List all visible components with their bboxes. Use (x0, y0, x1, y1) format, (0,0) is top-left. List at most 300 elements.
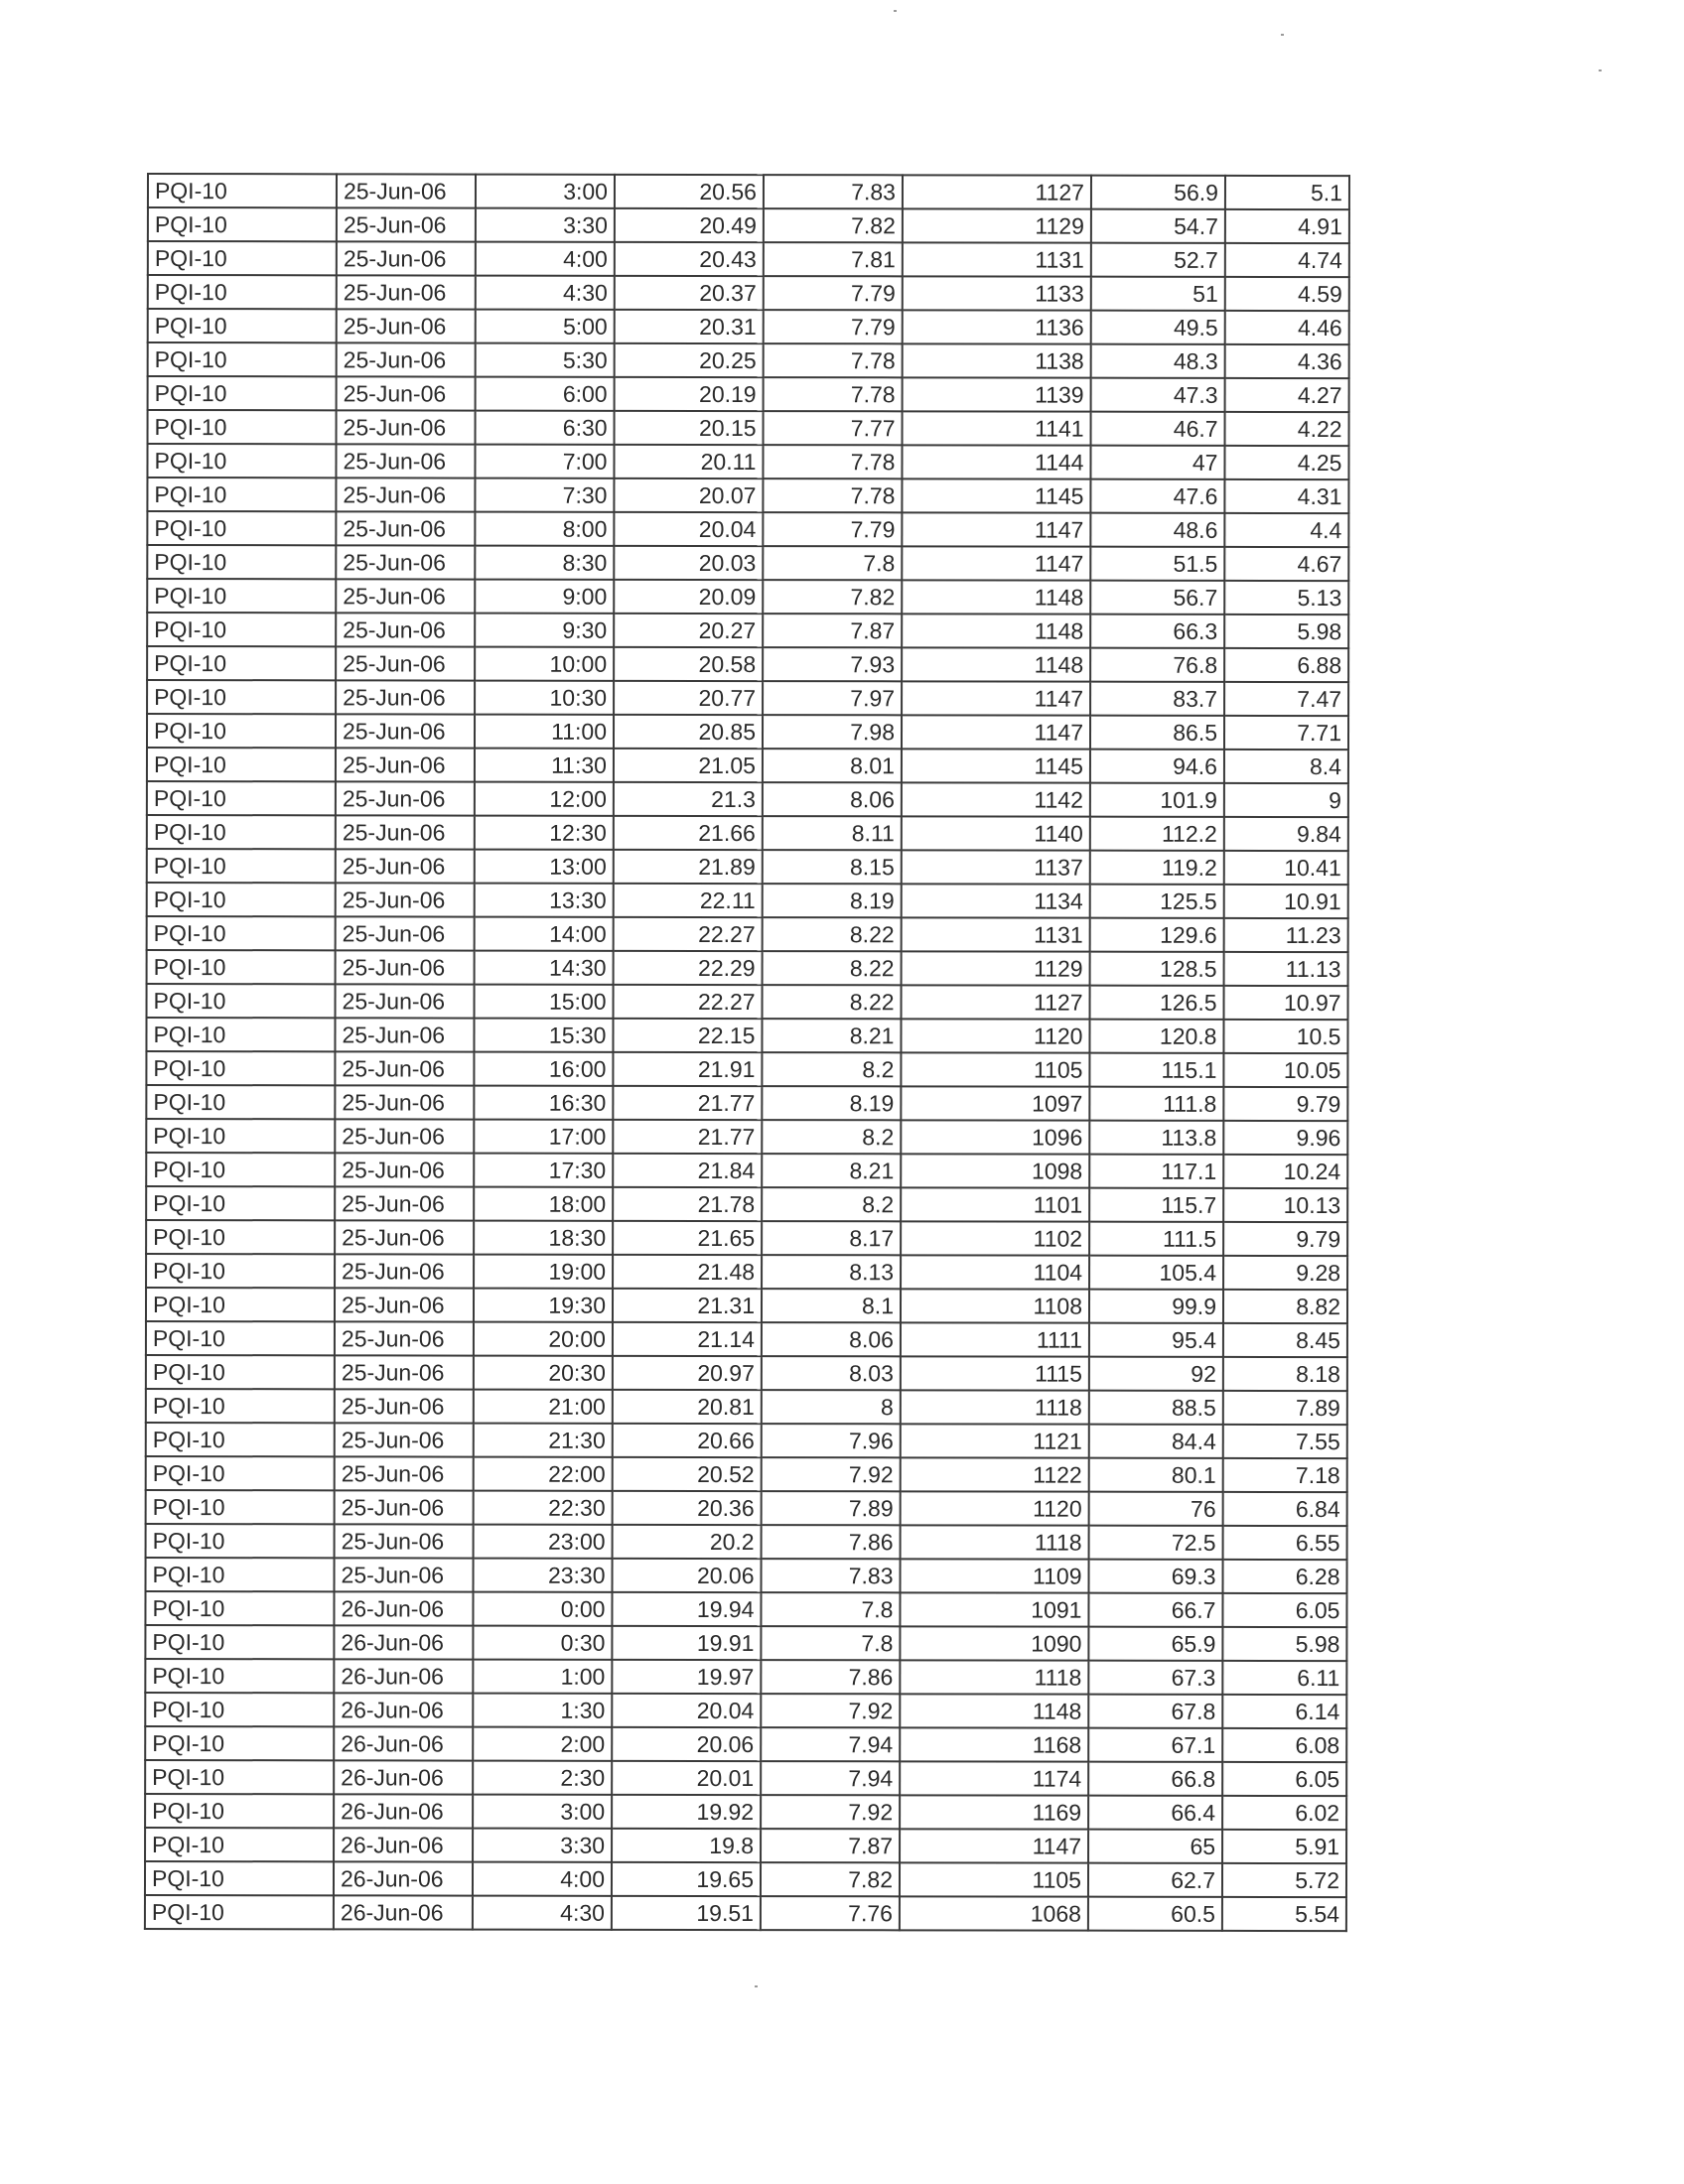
site-cell: PQI-10 (147, 680, 336, 714)
date-cell: 25-Jun-06 (337, 207, 476, 241)
value-cell: 99.9 (1089, 1290, 1223, 1323)
time-cell: 7:30 (475, 478, 614, 512)
table-row (147, 916, 1348, 952)
time-cell: 3:00 (476, 175, 615, 208)
time-cell: 1:00 (473, 1660, 612, 1694)
value-cell: 21.78 (613, 1187, 762, 1221)
value-cell: 20.49 (615, 208, 764, 242)
table-row (146, 1288, 1347, 1323)
value-cell: 7.82 (763, 580, 902, 614)
date-cell: 25-Jun-06 (335, 1389, 474, 1423)
value-cell: 1138 (903, 343, 1091, 377)
table-row (146, 1355, 1347, 1391)
time-cell: 5:30 (476, 343, 615, 377)
value-cell: 1097 (901, 1086, 1089, 1120)
date-cell: 25-Jun-06 (335, 1423, 474, 1456)
table-row (147, 613, 1348, 648)
date-cell: 25-Jun-06 (335, 1018, 474, 1051)
time-cell: 11:30 (475, 749, 614, 782)
value-cell: 126.5 (1090, 986, 1224, 1020)
time-cell: 17:00 (474, 1120, 613, 1154)
time-cell: 22:00 (474, 1457, 613, 1491)
value-cell: 120.8 (1089, 1020, 1223, 1053)
value-cell: 1098 (901, 1154, 1089, 1187)
site-cell: PQI-10 (147, 646, 336, 680)
site-cell: PQI-10 (145, 1828, 334, 1861)
table-row (146, 1558, 1347, 1593)
value-cell: 7.8 (763, 546, 902, 580)
site-cell: PQI-10 (147, 781, 336, 815)
value-cell: 7.78 (764, 343, 903, 377)
value-cell: 47.6 (1090, 479, 1224, 513)
site-cell: PQI-10 (148, 174, 337, 207)
table-row (145, 1828, 1346, 1863)
measurement-table (144, 173, 1350, 1932)
site-cell: PQI-10 (146, 1220, 335, 1254)
value-cell: 9.84 (1224, 817, 1348, 851)
value-cell: 10.97 (1224, 986, 1348, 1020)
value-cell: 9.79 (1223, 1222, 1347, 1256)
value-cell: 22.11 (614, 884, 763, 917)
value-cell: 8.45 (1223, 1323, 1347, 1357)
value-cell: 20.43 (615, 242, 764, 276)
table-row (147, 444, 1348, 479)
value-cell: 65 (1088, 1830, 1222, 1863)
value-cell: 56.9 (1091, 176, 1225, 209)
site-cell: PQI-10 (145, 1794, 334, 1828)
date-cell: 25-Jun-06 (337, 376, 476, 410)
value-cell: 1147 (900, 1829, 1088, 1862)
value-cell: 20.85 (614, 715, 763, 749)
date-cell: 25-Jun-06 (336, 478, 475, 511)
value-cell: 22.15 (613, 1019, 762, 1052)
value-cell: 21.65 (613, 1221, 762, 1255)
table-row (147, 680, 1348, 716)
value-cell: 20.97 (613, 1356, 762, 1390)
value-cell: 101.9 (1090, 783, 1224, 817)
value-cell: 1147 (902, 715, 1090, 749)
table-row (145, 1693, 1346, 1728)
value-cell: 76 (1089, 1492, 1223, 1526)
value-cell: 92 (1089, 1357, 1223, 1391)
site-cell: PQI-10 (147, 579, 336, 613)
value-cell: 119.2 (1090, 851, 1224, 885)
value-cell: 7.78 (763, 445, 902, 478)
value-cell: 113.8 (1089, 1121, 1223, 1155)
time-cell: 7:00 (475, 445, 614, 478)
data-sheet (144, 173, 1348, 1932)
value-cell: 10.05 (1223, 1053, 1347, 1087)
date-cell: 25-Jun-06 (335, 1321, 474, 1355)
site-cell: PQI-10 (145, 1726, 334, 1760)
table-row (145, 1861, 1346, 1897)
value-cell: 72.5 (1089, 1526, 1223, 1560)
value-cell: 21.66 (614, 816, 763, 850)
value-cell: 125.5 (1090, 885, 1224, 918)
value-cell: 4.46 (1225, 311, 1349, 344)
value-cell: 7.89 (762, 1491, 901, 1525)
value-cell: 21.91 (613, 1052, 762, 1086)
date-cell: 26-Jun-06 (334, 1693, 473, 1726)
value-cell: 51 (1091, 277, 1225, 311)
value-cell: 21.31 (613, 1289, 762, 1322)
table-row (146, 1051, 1347, 1087)
value-cell: 80.1 (1089, 1458, 1223, 1492)
date-cell: 26-Jun-06 (334, 1726, 473, 1760)
site-cell: PQI-10 (148, 241, 337, 275)
date-cell: 25-Jun-06 (336, 849, 475, 883)
value-cell: 65.9 (1088, 1627, 1222, 1661)
table-row (148, 410, 1349, 446)
date-cell: 25-Jun-06 (336, 646, 475, 680)
date-cell: 26-Jun-06 (334, 1828, 473, 1861)
time-cell: 9:00 (475, 580, 614, 614)
date-cell: 25-Jun-06 (336, 781, 475, 815)
value-cell: 9.28 (1223, 1256, 1347, 1290)
value-cell: 8 (762, 1390, 901, 1424)
table-row (146, 1220, 1347, 1256)
value-cell: 60.5 (1088, 1897, 1222, 1931)
site-cell: PQI-10 (146, 1558, 335, 1591)
value-cell: 20.19 (615, 377, 764, 411)
value-cell: 1133 (903, 276, 1091, 310)
table-row (145, 1591, 1346, 1627)
value-cell: 62.7 (1088, 1863, 1222, 1897)
site-cell: PQI-10 (146, 1355, 335, 1389)
site-cell: PQI-10 (145, 1625, 334, 1659)
value-cell: 7.92 (761, 1795, 900, 1829)
time-cell: 4:30 (473, 1896, 612, 1930)
value-cell: 67.1 (1088, 1728, 1222, 1762)
value-cell: 10.5 (1223, 1020, 1347, 1053)
table-row (145, 1794, 1346, 1830)
value-cell: 1111 (901, 1322, 1089, 1356)
table-row (148, 174, 1349, 209)
date-cell: 25-Jun-06 (335, 1051, 474, 1085)
table-row (145, 1659, 1346, 1695)
site-cell: PQI-10 (147, 444, 336, 478)
time-cell: 15:30 (474, 1019, 613, 1052)
site-cell: PQI-10 (146, 1186, 335, 1220)
value-cell: 7.94 (761, 1761, 900, 1795)
time-cell: 8:30 (475, 546, 614, 580)
date-cell: 25-Jun-06 (337, 174, 476, 207)
value-cell: 20.52 (613, 1457, 762, 1491)
value-cell: 111.5 (1089, 1222, 1223, 1256)
value-cell: 20.11 (614, 445, 763, 478)
site-cell: PQI-10 (146, 1423, 335, 1456)
value-cell: 10.41 (1224, 851, 1348, 885)
date-cell: 25-Jun-06 (335, 1490, 474, 1524)
table-row (148, 275, 1349, 311)
table-row (148, 342, 1349, 378)
date-cell: 26-Jun-06 (334, 1591, 473, 1625)
value-cell: 19.97 (612, 1660, 761, 1694)
time-cell: 12:00 (475, 782, 614, 816)
value-cell: 7.77 (764, 411, 903, 445)
value-cell: 20.56 (615, 175, 764, 208)
value-cell: 1148 (902, 614, 1090, 647)
time-cell: 2:30 (473, 1761, 612, 1795)
table-row (147, 714, 1348, 750)
site-cell: PQI-10 (148, 376, 337, 410)
table-row (146, 1018, 1347, 1053)
date-cell: 25-Jun-06 (336, 613, 475, 646)
table-row (147, 511, 1348, 547)
value-cell: 11.23 (1224, 918, 1348, 952)
value-cell: 8.22 (763, 951, 902, 985)
value-cell: 4.74 (1225, 243, 1349, 277)
value-cell: 4.91 (1225, 209, 1349, 243)
value-cell: 5.91 (1222, 1830, 1346, 1863)
site-cell: PQI-10 (145, 1861, 334, 1895)
time-cell: 14:30 (475, 951, 614, 985)
value-cell: 7.89 (1223, 1391, 1347, 1425)
value-cell: 8.15 (763, 850, 902, 884)
value-cell: 8.21 (762, 1154, 901, 1187)
date-cell: 26-Jun-06 (334, 1659, 473, 1693)
value-cell: 4.31 (1224, 479, 1348, 513)
value-cell: 1090 (900, 1626, 1088, 1660)
site-cell: PQI-10 (147, 815, 336, 849)
value-cell: 10.13 (1223, 1188, 1347, 1222)
value-cell: 21.48 (613, 1255, 762, 1289)
value-cell: 47 (1090, 446, 1224, 479)
value-cell: 47.3 (1091, 378, 1225, 412)
value-cell: 19.8 (612, 1829, 761, 1862)
value-cell: 1120 (901, 1019, 1089, 1052)
table-row (145, 1625, 1346, 1661)
value-cell: 1174 (900, 1761, 1088, 1795)
value-cell: 69.3 (1089, 1560, 1223, 1593)
table-row (148, 309, 1349, 344)
value-cell: 20.04 (614, 512, 763, 546)
value-cell: 20.04 (612, 1694, 761, 1727)
value-cell: 1104 (901, 1255, 1089, 1289)
site-cell: PQI-10 (148, 207, 337, 241)
value-cell: 6.14 (1222, 1695, 1346, 1728)
value-cell: 9.79 (1223, 1087, 1347, 1121)
value-cell: 8.17 (762, 1221, 901, 1255)
value-cell: 4.25 (1224, 446, 1348, 479)
value-cell: 115.7 (1089, 1188, 1223, 1222)
value-cell: 1144 (902, 445, 1090, 478)
value-cell: 7.83 (762, 1559, 901, 1592)
table-row (145, 1760, 1346, 1796)
value-cell: 10.91 (1224, 885, 1348, 918)
value-cell: 19.65 (612, 1862, 761, 1896)
value-cell: 7.79 (764, 276, 903, 310)
site-cell: PQI-10 (147, 916, 336, 950)
time-cell: 10:00 (475, 647, 614, 681)
date-cell: 25-Jun-06 (336, 916, 475, 950)
value-cell: 66.4 (1088, 1796, 1222, 1830)
table-row (147, 478, 1348, 513)
value-cell: 4.27 (1225, 378, 1349, 412)
value-cell: 1129 (903, 208, 1091, 242)
time-cell: 19:30 (474, 1289, 613, 1322)
value-cell: 20.25 (615, 343, 764, 377)
value-cell: 20.2 (613, 1525, 762, 1559)
value-cell: 20.09 (614, 580, 763, 614)
time-cell: 4:00 (476, 242, 615, 276)
date-cell: 25-Jun-06 (337, 342, 476, 376)
value-cell: 1091 (900, 1592, 1088, 1626)
value-cell: 7.87 (761, 1829, 900, 1862)
date-cell: 25-Jun-06 (336, 950, 475, 984)
value-cell: 21.14 (613, 1322, 762, 1356)
time-cell: 3:00 (473, 1795, 612, 1829)
time-cell: 6:00 (476, 377, 615, 411)
time-cell: 18:00 (474, 1187, 613, 1221)
site-cell: PQI-10 (148, 309, 337, 342)
site-cell: PQI-10 (146, 1153, 335, 1186)
value-cell: 8.19 (762, 1086, 901, 1120)
table-row (147, 984, 1348, 1020)
time-cell: 19:00 (474, 1255, 613, 1289)
value-cell: 115.1 (1089, 1053, 1223, 1087)
table-row (147, 849, 1348, 885)
value-cell: 46.7 (1091, 412, 1225, 446)
table-row (148, 376, 1349, 412)
date-cell: 25-Jun-06 (337, 309, 476, 342)
time-cell: 2:00 (473, 1727, 612, 1761)
table-row (146, 1321, 1347, 1357)
value-cell: 5.72 (1222, 1863, 1346, 1897)
value-cell: 49.5 (1091, 311, 1225, 344)
value-cell: 86.5 (1090, 716, 1224, 750)
table-row (146, 1490, 1347, 1526)
date-cell: 26-Jun-06 (334, 1794, 473, 1828)
date-cell: 25-Jun-06 (336, 579, 475, 613)
value-cell: 1105 (901, 1052, 1089, 1086)
site-cell: PQI-10 (146, 1119, 335, 1153)
value-cell: 51.5 (1090, 547, 1224, 581)
value-cell: 20.31 (615, 310, 764, 343)
date-cell: 25-Jun-06 (336, 815, 475, 849)
value-cell: 7.81 (764, 242, 903, 276)
value-cell: 7.82 (764, 208, 903, 242)
time-cell: 13:30 (475, 884, 614, 917)
site-cell: PQI-10 (147, 613, 336, 646)
value-cell: 1134 (902, 884, 1090, 917)
date-cell: 25-Jun-06 (335, 1524, 474, 1558)
time-cell: 21:00 (474, 1390, 613, 1424)
value-cell: 20.66 (613, 1424, 762, 1457)
value-cell: 7.92 (762, 1457, 901, 1491)
date-cell: 25-Jun-06 (336, 883, 475, 916)
value-cell: 1148 (900, 1694, 1088, 1727)
table-row (146, 1254, 1347, 1290)
time-cell: 16:00 (474, 1052, 613, 1086)
value-cell: 6.88 (1224, 648, 1348, 682)
value-cell: 1139 (903, 377, 1091, 411)
site-cell: PQI-10 (147, 714, 336, 748)
table-row (147, 579, 1348, 614)
table-row (147, 815, 1348, 851)
value-cell: 117.1 (1089, 1155, 1223, 1188)
value-cell: 1141 (903, 411, 1091, 445)
table-body (145, 174, 1349, 1931)
value-cell: 1127 (902, 985, 1090, 1019)
value-cell: 52.7 (1091, 243, 1225, 277)
value-cell: 7.71 (1224, 716, 1348, 750)
value-cell: 8.1 (762, 1289, 901, 1322)
value-cell: 1140 (902, 816, 1090, 850)
time-cell: 4:00 (473, 1862, 612, 1896)
time-cell: 5:00 (476, 310, 615, 343)
date-cell: 26-Jun-06 (334, 1625, 473, 1659)
site-cell: PQI-10 (146, 1051, 335, 1085)
value-cell: 4.67 (1224, 547, 1348, 581)
value-cell: 8.13 (762, 1255, 901, 1289)
date-cell: 25-Jun-06 (337, 275, 476, 309)
value-cell: 7.8 (761, 1626, 900, 1660)
value-cell: 1102 (901, 1221, 1089, 1255)
site-cell: PQI-10 (146, 1288, 335, 1321)
value-cell: 1108 (901, 1289, 1089, 1322)
table-row (146, 1456, 1347, 1492)
value-cell: 7.82 (761, 1862, 900, 1896)
table-row (145, 1726, 1346, 1762)
time-cell: 4:30 (476, 276, 615, 310)
value-cell: 76.8 (1090, 648, 1224, 682)
value-cell: 7.55 (1223, 1425, 1347, 1458)
value-cell: 1148 (902, 580, 1090, 614)
value-cell: 6.28 (1223, 1560, 1347, 1593)
date-cell: 25-Jun-06 (335, 1186, 474, 1220)
value-cell: 7.47 (1224, 682, 1348, 716)
value-cell: 5.98 (1224, 614, 1348, 648)
value-cell: 1169 (900, 1795, 1088, 1829)
value-cell: 7.78 (764, 377, 903, 411)
date-cell: 26-Jun-06 (334, 1895, 473, 1929)
table-row (147, 646, 1348, 682)
value-cell: 7.86 (762, 1525, 901, 1559)
value-cell: 1121 (901, 1424, 1089, 1457)
value-cell: 7.8 (761, 1592, 900, 1626)
site-cell: PQI-10 (146, 1490, 335, 1524)
value-cell: 66.7 (1088, 1593, 1222, 1627)
table-row (146, 1524, 1347, 1560)
value-cell: 4.59 (1225, 277, 1349, 311)
value-cell: 94.6 (1090, 750, 1224, 783)
date-cell: 25-Jun-06 (336, 984, 475, 1018)
table-row (146, 1153, 1347, 1188)
time-cell: 15:00 (475, 985, 614, 1019)
value-cell: 1137 (902, 850, 1090, 884)
scan-speck (755, 1985, 758, 1987)
site-cell: PQI-10 (147, 950, 336, 984)
site-cell: PQI-10 (145, 1760, 334, 1794)
value-cell: 111.8 (1089, 1087, 1223, 1121)
table-row (146, 1186, 1347, 1222)
value-cell: 48.3 (1091, 344, 1225, 378)
value-cell: 1147 (902, 512, 1090, 546)
value-cell: 84.4 (1089, 1425, 1223, 1458)
time-cell: 23:00 (474, 1525, 613, 1559)
date-cell: 25-Jun-06 (337, 241, 476, 275)
value-cell: 67.8 (1088, 1695, 1222, 1728)
time-cell: 18:30 (474, 1221, 613, 1255)
date-cell: 26-Jun-06 (334, 1760, 473, 1794)
value-cell: 66.8 (1088, 1762, 1222, 1796)
time-cell: 3:30 (473, 1829, 612, 1862)
site-cell: PQI-10 (147, 545, 336, 579)
date-cell: 25-Jun-06 (336, 545, 475, 579)
value-cell: 20.06 (613, 1559, 762, 1592)
table-row (148, 241, 1349, 277)
